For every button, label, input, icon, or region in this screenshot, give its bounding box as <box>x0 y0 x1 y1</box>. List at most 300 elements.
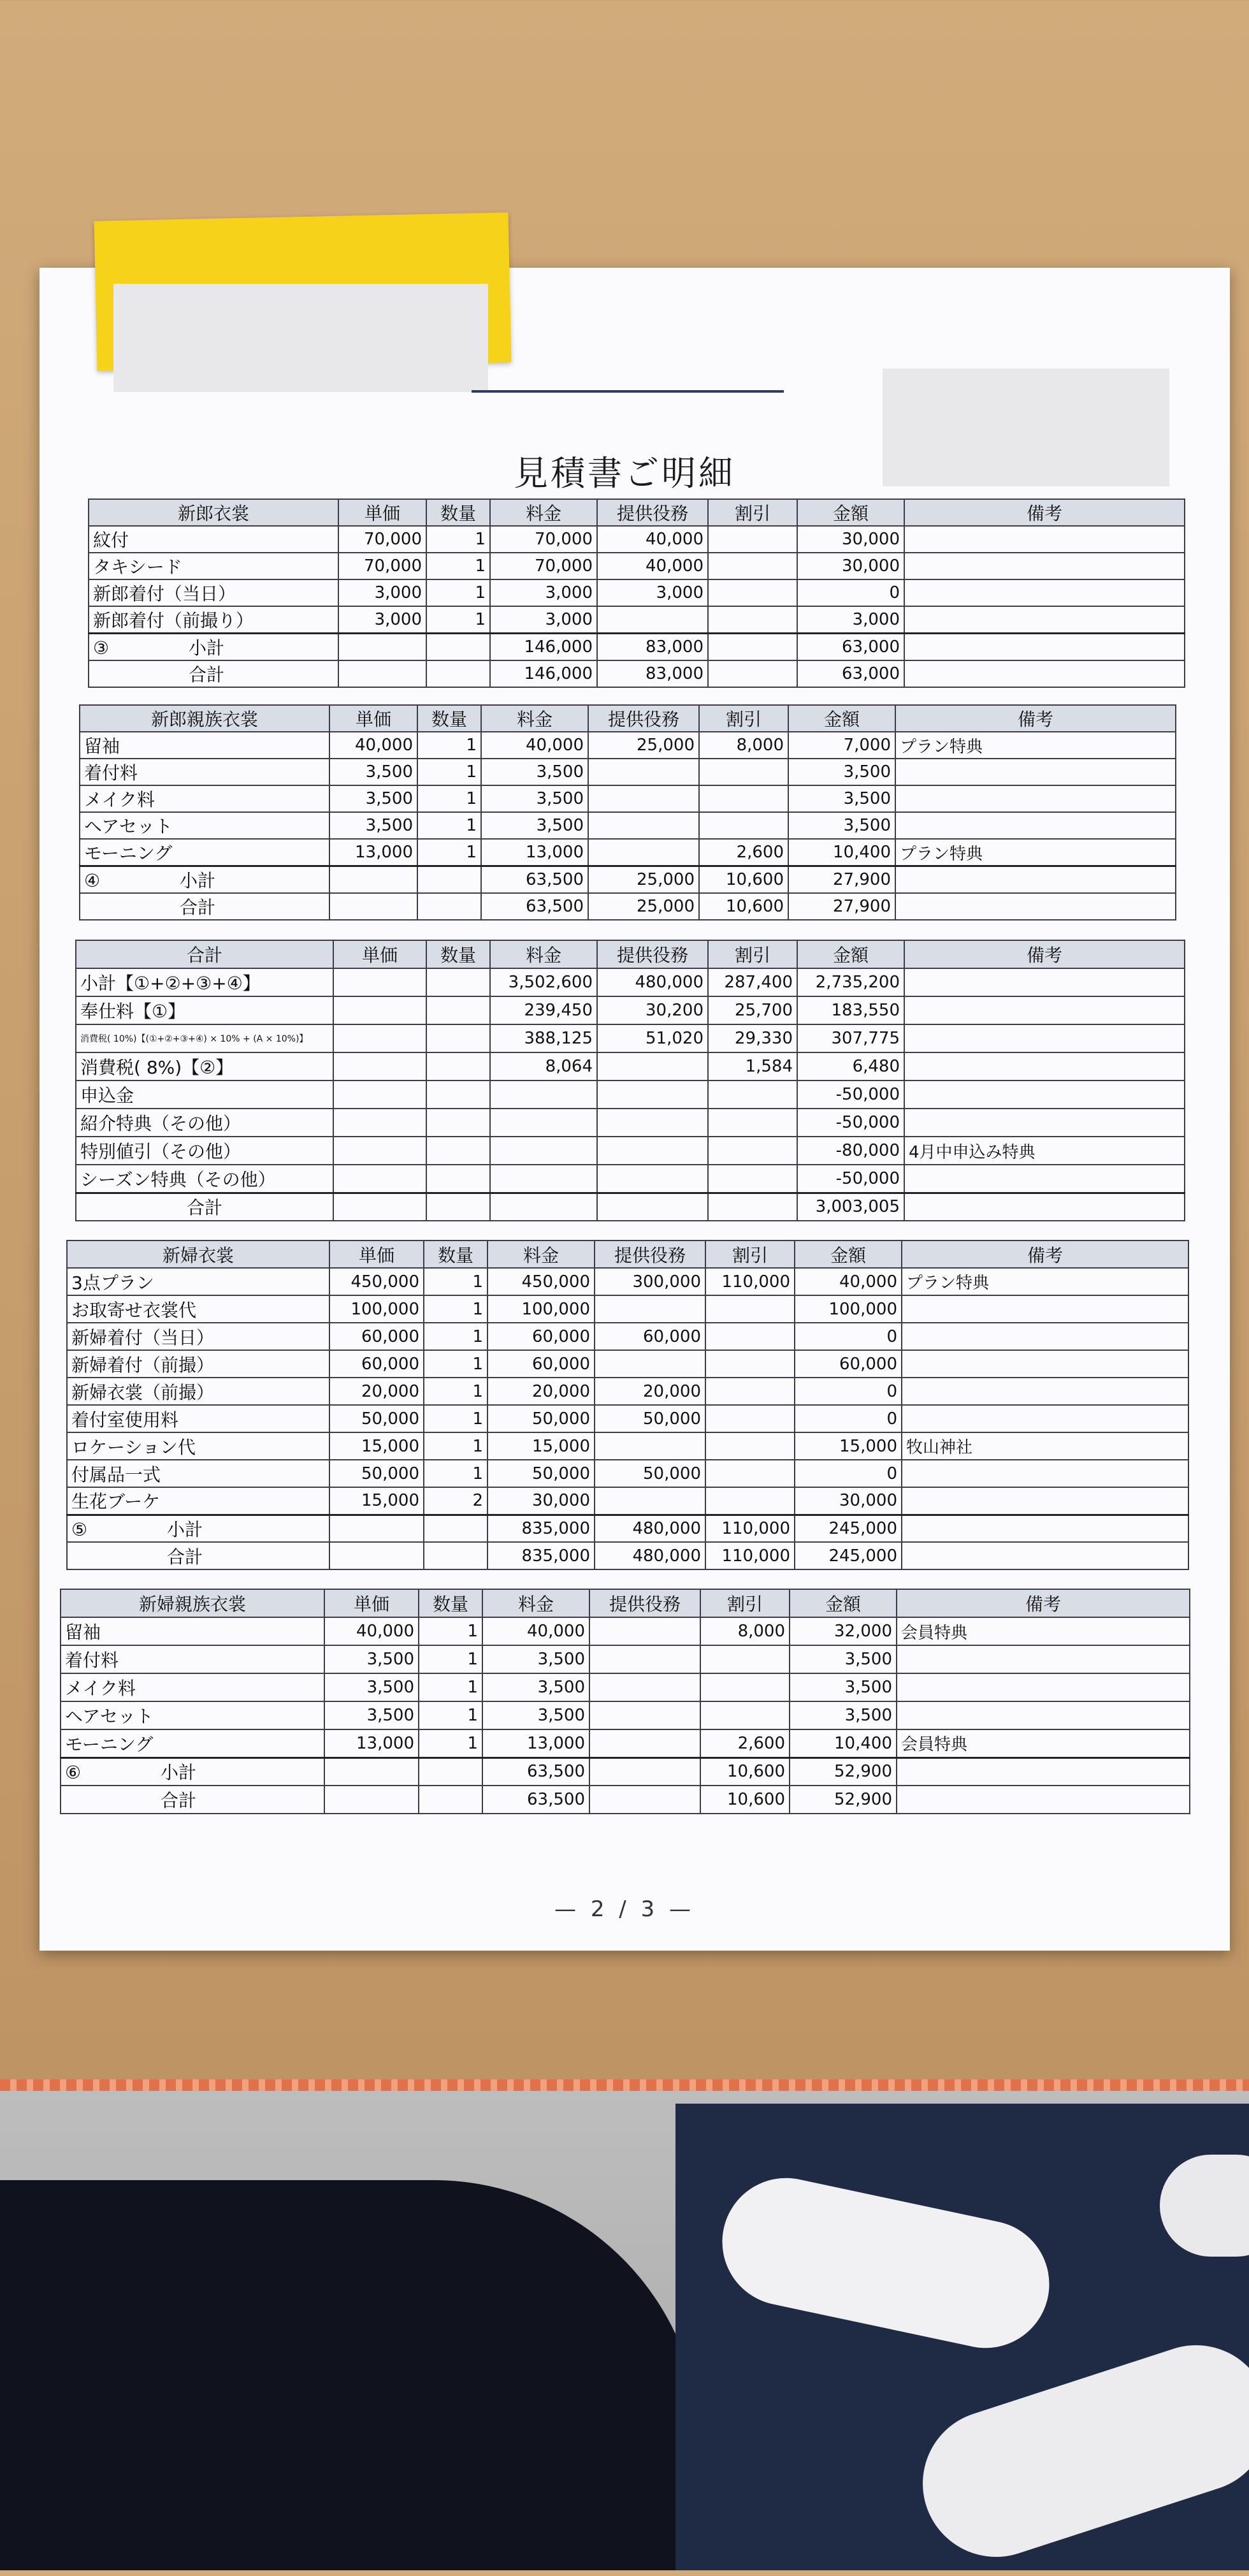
service-value <box>597 1081 708 1109</box>
fee: 3,500 <box>481 759 588 785</box>
item-name: 新婦衣裳（前撮） <box>67 1378 329 1405</box>
unit-price: 70,000 <box>338 526 426 553</box>
subtotal-row <box>89 634 1185 661</box>
subtotal-fee: 146,000 <box>490 634 597 661</box>
section-heading: 新郎衣裳 <box>89 499 338 526</box>
subtotal-row <box>67 1515 1188 1542</box>
fee: 3,500 <box>482 1645 589 1673</box>
amount: -50,000 <box>797 1081 904 1109</box>
fee <box>490 1081 597 1109</box>
note <box>904 634 1185 661</box>
section-marker: ④ <box>84 870 101 891</box>
column-header: 金額 <box>797 940 904 968</box>
quantity: 2 <box>424 1487 487 1515</box>
fee: 20,000 <box>487 1378 595 1405</box>
empty-cell <box>329 893 417 920</box>
fee: 388,125 <box>490 1024 597 1052</box>
amount: 3,500 <box>788 759 895 785</box>
service-value <box>597 1109 708 1137</box>
table-row <box>76 968 1185 996</box>
empty-cell <box>419 1757 482 1786</box>
service-value <box>589 1617 700 1645</box>
column-header: 提供役務 <box>589 1589 700 1617</box>
unit-price: 70,000 <box>338 553 426 579</box>
discount <box>708 606 797 634</box>
empty-cell <box>329 1515 424 1542</box>
total-discount <box>708 660 797 687</box>
total-row <box>89 660 1185 687</box>
column-header: 提供役務 <box>597 940 708 968</box>
fee: 8,064 <box>490 1052 597 1081</box>
unit-price: 100,000 <box>329 1295 424 1323</box>
amount: 6,480 <box>797 1052 904 1081</box>
quantity <box>426 1165 490 1193</box>
column-header: 備考 <box>904 499 1185 526</box>
item-name: 消費税( 8%)【②】 <box>76 1052 333 1081</box>
unit-price: 3,000 <box>338 579 426 606</box>
amount: -50,000 <box>797 1109 904 1137</box>
note <box>902 1350 1188 1378</box>
unit-price: 3,500 <box>329 759 417 785</box>
unit-price: 50,000 <box>329 1460 424 1487</box>
amount: 0 <box>795 1405 902 1432</box>
table-row <box>67 1268 1188 1295</box>
table-row <box>89 526 1185 553</box>
quantity: 1 <box>424 1323 487 1350</box>
table-row <box>67 1350 1188 1378</box>
grand-total-amount: 3,003,005 <box>797 1193 904 1221</box>
amount: 3,500 <box>788 812 895 839</box>
note <box>895 893 1176 920</box>
service-value: 480,000 <box>597 968 708 996</box>
fee: 15,000 <box>487 1432 595 1460</box>
unit-price: 3,500 <box>324 1645 419 1673</box>
service-value <box>597 1052 708 1081</box>
summary-table <box>75 940 1185 1221</box>
unit-price: 13,000 <box>324 1729 419 1757</box>
quantity <box>426 968 490 996</box>
total-amount: 52,900 <box>790 1786 897 1814</box>
amount: 60,000 <box>795 1350 902 1378</box>
column-header: 割引 <box>708 499 797 526</box>
item-name: モーニング <box>80 839 329 866</box>
quantity: 1 <box>419 1617 482 1645</box>
discount <box>705 1295 795 1323</box>
quantity: 1 <box>426 606 490 634</box>
unit-price: 50,000 <box>329 1405 424 1432</box>
empty-cell <box>426 634 490 661</box>
subtotal-discount: 110,000 <box>705 1515 795 1542</box>
table-row <box>76 1165 1185 1193</box>
discount <box>708 1081 797 1109</box>
fee: 50,000 <box>487 1460 595 1487</box>
quantity: 1 <box>417 812 481 839</box>
table-row <box>67 1295 1188 1323</box>
total-fee: 63,500 <box>482 1786 589 1814</box>
fee: 3,500 <box>481 785 588 812</box>
empty-cell <box>338 634 426 661</box>
table-row <box>76 1081 1185 1109</box>
discount <box>708 579 797 606</box>
service-value <box>597 1137 708 1165</box>
fee: 3,500 <box>482 1701 589 1729</box>
note <box>895 812 1176 839</box>
empty-cell <box>597 1193 708 1221</box>
quantity <box>426 1024 490 1052</box>
total-amount: 245,000 <box>795 1542 902 1569</box>
unit-price <box>333 1109 426 1137</box>
note <box>895 785 1176 812</box>
item-name: ロケーション代 <box>67 1432 329 1460</box>
discount: 287,400 <box>708 968 797 996</box>
item-name: 付属品一式 <box>67 1460 329 1487</box>
empty-cell <box>424 1542 487 1569</box>
table-row <box>76 1109 1185 1137</box>
section-heading: 新郎親族衣裳 <box>80 705 329 732</box>
table-row <box>61 1729 1190 1757</box>
fee: 60,000 <box>487 1323 595 1350</box>
subtotal-amount: 245,000 <box>795 1515 902 1542</box>
quantity: 1 <box>426 526 490 553</box>
column-header: 金額 <box>795 1241 902 1268</box>
section-marker: ⑥ <box>65 1762 82 1784</box>
service-value <box>588 759 699 785</box>
total-discount: 10,600 <box>699 893 788 920</box>
note <box>904 1165 1185 1193</box>
amount: 0 <box>795 1323 902 1350</box>
note <box>895 866 1176 894</box>
note <box>902 1460 1188 1487</box>
amount: 307,775 <box>797 1024 904 1052</box>
empty-cell <box>708 1193 797 1221</box>
unit-price: 3,500 <box>329 812 417 839</box>
total-service <box>589 1786 700 1814</box>
unit-price: 3,000 <box>338 606 426 634</box>
total-row <box>80 893 1176 920</box>
subtotal-discount: 10,600 <box>699 866 788 894</box>
quantity: 1 <box>426 579 490 606</box>
subtotal-text: 小計 <box>189 637 225 659</box>
discount <box>705 1378 795 1405</box>
quantity: 1 <box>424 1405 487 1432</box>
subtotal-label <box>80 866 329 894</box>
table-row <box>80 812 1176 839</box>
amount: 2,735,200 <box>797 968 904 996</box>
fee: 40,000 <box>482 1617 589 1645</box>
discount: 8,000 <box>700 1617 790 1645</box>
column-header: 割引 <box>705 1241 795 1268</box>
empty-cell <box>417 893 481 920</box>
quantity: 1 <box>417 839 481 866</box>
total-amount: 27,900 <box>788 893 895 920</box>
column-header: 料金 <box>490 499 597 526</box>
item-name: 留袖 <box>80 732 329 759</box>
item-name: 新婦着付（前撮） <box>67 1350 329 1378</box>
column-header: 割引 <box>700 1589 790 1617</box>
subtotal-service: 25,000 <box>588 866 699 894</box>
quantity: 1 <box>417 785 481 812</box>
amount: 7,000 <box>788 732 895 759</box>
column-header: 数量 <box>424 1241 487 1268</box>
unit-price: 20,000 <box>329 1378 424 1405</box>
amount: 0 <box>795 1378 902 1405</box>
fee: 3,000 <box>490 606 597 634</box>
discount <box>700 1673 790 1701</box>
empty-cell <box>426 1193 490 1221</box>
note <box>904 1081 1185 1109</box>
total-fee: 835,000 <box>487 1542 595 1569</box>
table-row <box>61 1645 1190 1673</box>
unit-price <box>333 1052 426 1081</box>
discount <box>705 1405 795 1432</box>
column-header: 料金 <box>490 940 597 968</box>
table-header-row <box>61 1589 1190 1617</box>
total-row <box>67 1542 1188 1569</box>
quantity <box>426 1137 490 1165</box>
item-name: メイク料 <box>80 785 329 812</box>
service-value <box>589 1645 700 1673</box>
unit-price <box>333 1024 426 1052</box>
column-header: 割引 <box>699 705 788 732</box>
note <box>902 1405 1188 1432</box>
service-value <box>595 1295 705 1323</box>
service-value: 25,000 <box>588 732 699 759</box>
item-name: お取寄せ衣裳代 <box>67 1295 329 1323</box>
quantity: 1 <box>419 1673 482 1701</box>
unit-price: 40,000 <box>324 1617 419 1645</box>
amount: 0 <box>795 1460 902 1487</box>
fee: 3,000 <box>490 579 597 606</box>
subtotal-service: 480,000 <box>595 1515 705 1542</box>
section-marker: ⑤ <box>71 1518 88 1540</box>
quantity: 1 <box>424 1350 487 1378</box>
fee: 100,000 <box>487 1295 595 1323</box>
note <box>904 579 1185 606</box>
note: プラン特典 <box>895 839 1176 866</box>
discount <box>708 1109 797 1137</box>
discount: 110,000 <box>705 1268 795 1295</box>
item-name: 着付室使用料 <box>67 1405 329 1432</box>
column-header: 料金 <box>481 705 588 732</box>
table-row <box>61 1701 1190 1729</box>
section-heading: 合計 <box>76 940 333 968</box>
note <box>902 1295 1188 1323</box>
service-value: 60,000 <box>595 1323 705 1350</box>
empty-cell <box>324 1786 419 1814</box>
discount <box>705 1323 795 1350</box>
note <box>902 1323 1188 1350</box>
service-value: 40,000 <box>597 553 708 579</box>
item-name: 新婦着付（当日） <box>67 1323 329 1350</box>
discount <box>705 1350 795 1378</box>
quantity <box>426 1081 490 1109</box>
item-name: 消費税( 10%)【(①+②+③+④) × 10% + (A × 10%)】 <box>76 1024 333 1052</box>
amount: 10,400 <box>790 1729 897 1757</box>
amount: 3,500 <box>790 1645 897 1673</box>
discount: 8,000 <box>699 732 788 759</box>
empty-cell <box>329 866 417 894</box>
note <box>904 1193 1185 1221</box>
quantity: 1 <box>424 1460 487 1487</box>
column-header: 数量 <box>417 705 481 732</box>
quantity: 1 <box>419 1729 482 1757</box>
empty-cell <box>424 1515 487 1542</box>
unit-price <box>333 1137 426 1165</box>
service-value <box>589 1729 700 1757</box>
subtotal-amount: 63,000 <box>797 634 904 661</box>
note <box>904 553 1185 579</box>
unit-price: 3,500 <box>329 785 417 812</box>
table-row <box>80 732 1176 759</box>
table-row <box>80 759 1176 785</box>
amount: -80,000 <box>797 1137 904 1165</box>
unit-price: 450,000 <box>329 1268 424 1295</box>
unit-price <box>333 1165 426 1193</box>
discount: 2,600 <box>700 1729 790 1757</box>
item-name: 紋付 <box>89 526 338 553</box>
table-row <box>67 1432 1188 1460</box>
item-name: 新郎着付（当日） <box>89 579 338 606</box>
bride-family-costume-table <box>60 1589 1190 1814</box>
fee: 70,000 <box>490 553 597 579</box>
table-row <box>80 785 1176 812</box>
service-value: 3,000 <box>597 579 708 606</box>
column-header: 備考 <box>902 1241 1188 1268</box>
unit-price: 40,000 <box>329 732 417 759</box>
empty-cell <box>417 866 481 894</box>
amount: 100,000 <box>795 1295 902 1323</box>
fee: 60,000 <box>487 1350 595 1378</box>
discount <box>699 812 788 839</box>
groom-family-costume-table <box>79 704 1176 921</box>
table-row <box>67 1323 1188 1350</box>
empty-cell <box>324 1757 419 1786</box>
subtotal-row <box>80 866 1176 894</box>
quantity <box>426 1052 490 1081</box>
subtotal-label <box>61 1757 324 1786</box>
column-header: 金額 <box>788 705 895 732</box>
table-row <box>67 1405 1188 1432</box>
amount: 30,000 <box>797 553 904 579</box>
total-label <box>80 893 329 920</box>
note: 会員特典 <box>897 1617 1190 1645</box>
total-service: 480,000 <box>595 1542 705 1569</box>
discount <box>705 1460 795 1487</box>
service-value: 50,000 <box>595 1405 705 1432</box>
table-header-row <box>67 1241 1188 1268</box>
unit-price: 60,000 <box>329 1323 424 1350</box>
service-value <box>597 1165 708 1193</box>
note <box>902 1378 1188 1405</box>
discount <box>705 1487 795 1515</box>
quantity: 1 <box>419 1701 482 1729</box>
column-header: 数量 <box>426 499 490 526</box>
service-value: 20,000 <box>595 1378 705 1405</box>
fee <box>490 1109 597 1137</box>
discount: 2,600 <box>699 839 788 866</box>
table-header-row <box>89 499 1185 526</box>
note <box>904 1109 1185 1137</box>
column-header: 単価 <box>329 705 417 732</box>
column-header: 数量 <box>426 940 490 968</box>
note <box>904 660 1185 687</box>
total-row <box>61 1786 1190 1814</box>
item-name: シーズン特典（その他） <box>76 1165 333 1193</box>
total-label <box>89 660 338 687</box>
amount: 30,000 <box>797 526 904 553</box>
note <box>897 1786 1190 1814</box>
item-name: 着付料 <box>80 759 329 785</box>
fee: 30,000 <box>487 1487 595 1515</box>
table-row <box>67 1460 1188 1487</box>
unit-price <box>333 1081 426 1109</box>
service-value <box>589 1673 700 1701</box>
groom-costume-table <box>88 498 1185 688</box>
total-discount: 10,600 <box>700 1786 790 1814</box>
discount: 29,330 <box>708 1024 797 1052</box>
note <box>897 1757 1190 1786</box>
service-value <box>595 1432 705 1460</box>
subtotal-text: 小計 <box>161 1762 197 1784</box>
column-header: 金額 <box>797 499 904 526</box>
note <box>897 1701 1190 1729</box>
amount: 40,000 <box>795 1268 902 1295</box>
total-text: 合計 <box>189 664 225 685</box>
discount <box>708 553 797 579</box>
discount <box>699 759 788 785</box>
column-header: 単価 <box>324 1589 419 1617</box>
unit-price: 3,500 <box>324 1673 419 1701</box>
service-value <box>588 839 699 866</box>
amount: -50,000 <box>797 1165 904 1193</box>
table-header-row <box>76 940 1185 968</box>
section-marker: ③ <box>93 637 110 659</box>
service-value: 50,000 <box>595 1460 705 1487</box>
service-value <box>597 606 708 634</box>
total-label <box>61 1786 324 1814</box>
item-name: メイク料 <box>61 1673 324 1701</box>
amount: 183,550 <box>797 996 904 1024</box>
table-row <box>61 1673 1190 1701</box>
fee <box>490 1165 597 1193</box>
table-header-row <box>80 705 1176 732</box>
dark-fabric <box>0 2180 701 2570</box>
service-value: 40,000 <box>597 526 708 553</box>
unit-price: 60,000 <box>329 1350 424 1378</box>
blanket <box>675 2104 1249 2570</box>
note <box>904 606 1185 634</box>
empty-cell <box>490 1193 597 1221</box>
document-title: 見積書ご明細 <box>514 453 735 493</box>
column-header: 単価 <box>333 940 426 968</box>
discount <box>708 526 797 553</box>
item-name: 新郎着付（前撮り） <box>89 606 338 634</box>
column-header: 割引 <box>708 940 797 968</box>
subtotal-service: 83,000 <box>597 634 708 661</box>
table-row <box>89 553 1185 579</box>
note <box>902 1542 1188 1569</box>
unit-price: 3,500 <box>324 1701 419 1729</box>
unit-price: 13,000 <box>329 839 417 866</box>
amount: 32,000 <box>790 1617 897 1645</box>
service-value <box>589 1701 700 1729</box>
fee: 3,500 <box>482 1673 589 1701</box>
note: プラン特典 <box>895 732 1176 759</box>
item-name: 着付料 <box>61 1645 324 1673</box>
quantity <box>426 1109 490 1137</box>
subtotal-discount: 10,600 <box>700 1757 790 1786</box>
subtotal-fee: 63,500 <box>482 1757 589 1786</box>
